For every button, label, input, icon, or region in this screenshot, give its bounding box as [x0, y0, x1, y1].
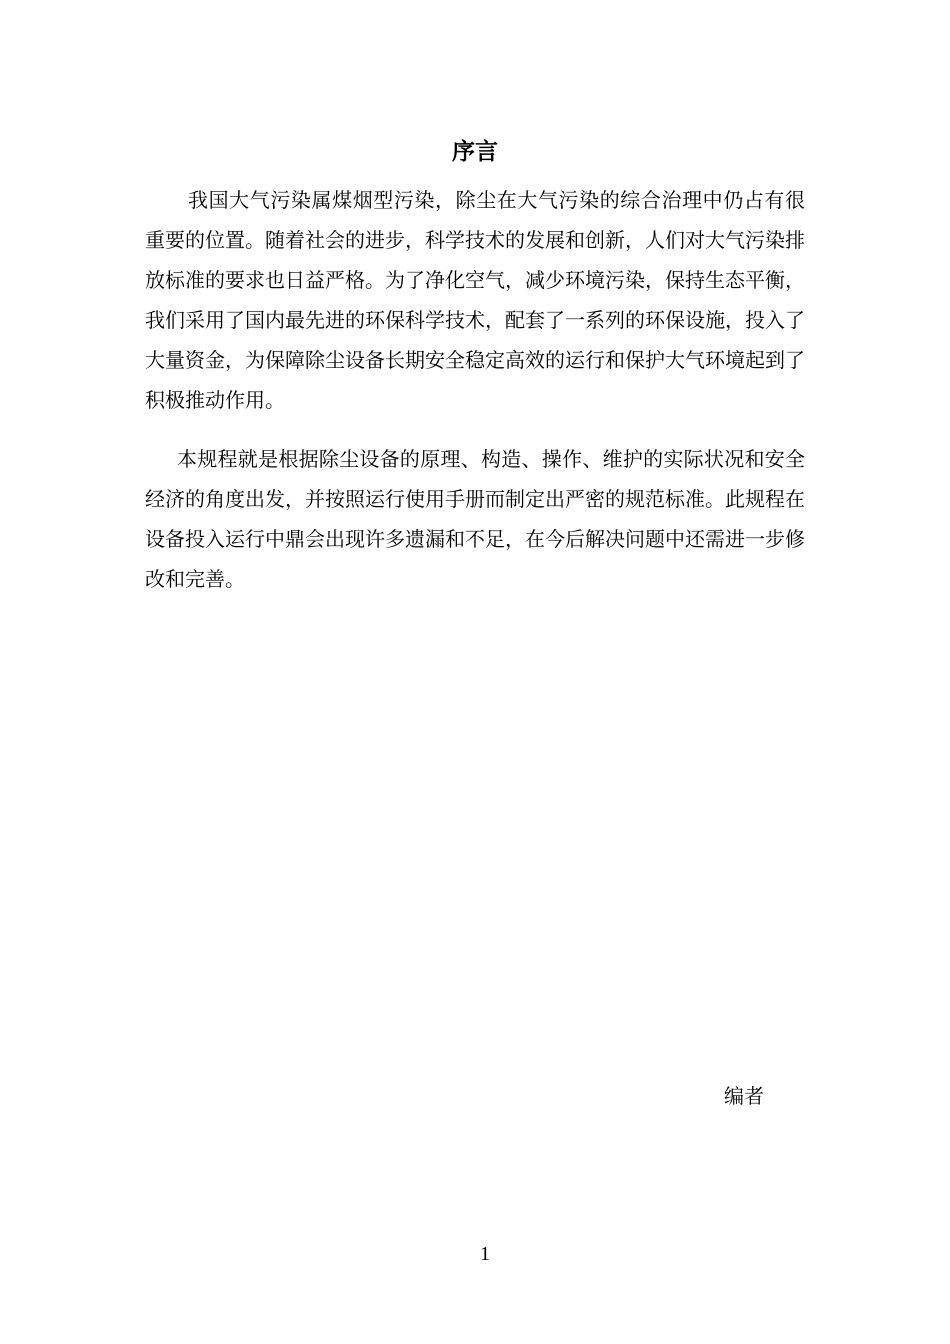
- page-title: 序言: [452, 139, 498, 165]
- author-signature: 编者: [724, 1084, 764, 1108]
- page-number: 1: [480, 1243, 490, 1265]
- paragraph-2: 本规程就是根据除尘设备的原理、构造、操作、维护的实际状况和安全经济的角度出发，并按照运行使用手册而制定出严密的规范标准。此规程在设备投入运行中鼎会出现许多遗漏和不足，在今后解决问题中还需进一步修改和完善。: [145, 447, 805, 591]
- paragraph-1: 我国大气污染属煤烟型污染，除尘在大气污染的综合治理中仍占有很重要的位置。随着社会的进步，科学技术的发展和创新，人们对大气污染排放标准的要求也日益严格。为了净化空气，减少环境污染，保持生态平衡，我们采用了国内最先进的环保科学技术，配套了一系列的环保设施，投入了大量资金，为保障除尘设备长期安全稳定高效的运行和保护大气环境起到了积极推动作用。: [145, 188, 805, 412]
- body-text: [145, 180, 805, 599]
